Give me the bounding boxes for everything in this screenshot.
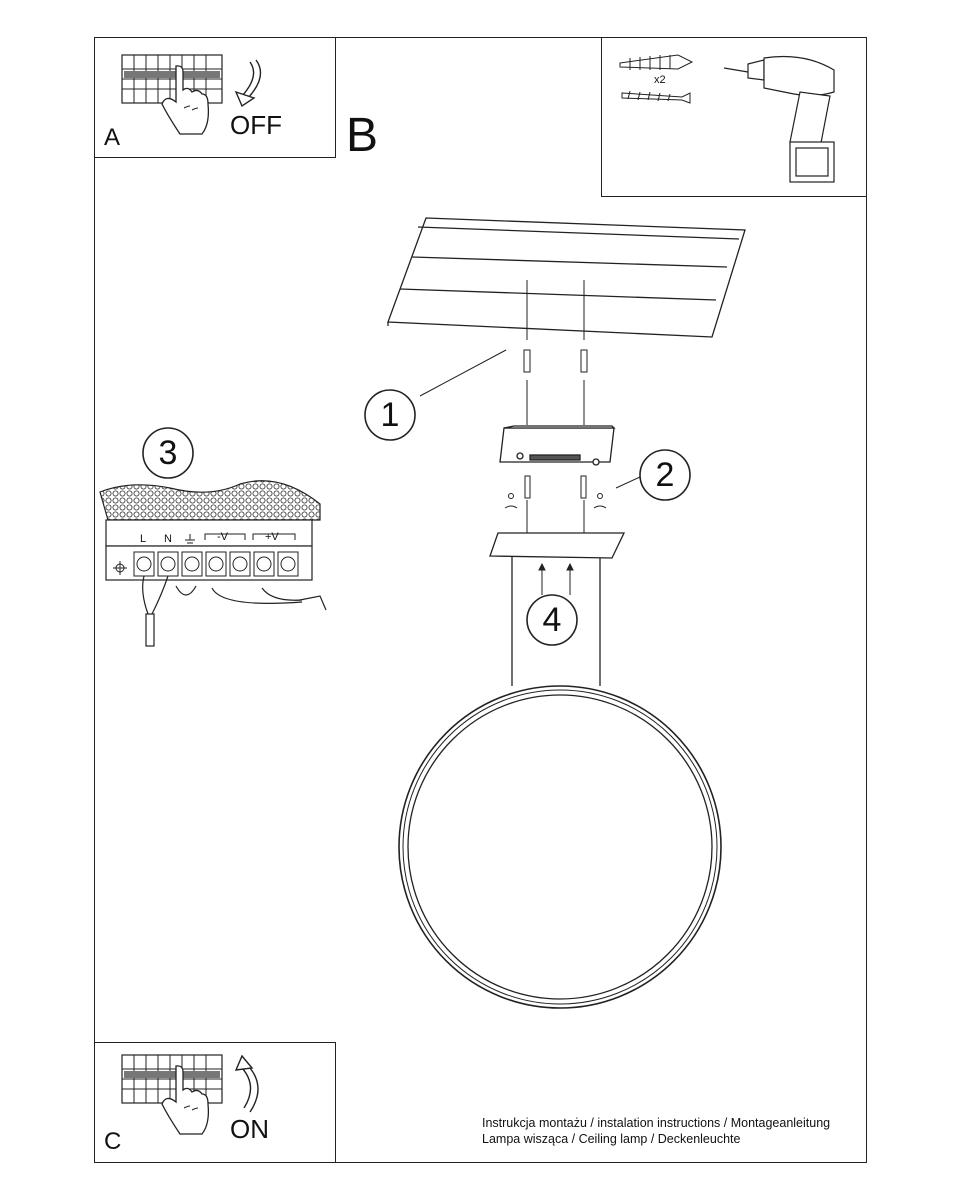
ring-lamp-shape	[399, 686, 721, 1008]
power-on-label: ON	[230, 1114, 269, 1144]
breaker-switch-icon	[122, 55, 222, 103]
breaker-switch-icon	[122, 1055, 222, 1103]
power-off-label: OFF	[230, 110, 282, 140]
panel-b-letter: B	[346, 109, 379, 162]
panel-c-letter: C	[104, 1128, 122, 1155]
terminal-label-n: N	[164, 533, 172, 545]
step-4-number: 4	[542, 601, 562, 639]
footer-title-line2: Lampa wisząca / Ceiling lamp / Deckenleuchte	[482, 1132, 741, 1146]
step-1-number: 1	[380, 396, 400, 434]
arrow-up-icon	[539, 564, 573, 595]
terminal-label-minus-v: -V	[217, 531, 228, 543]
terminal-label-l: L	[140, 533, 147, 545]
terminal-label-plus-v: +V	[265, 531, 279, 543]
drill-icon	[724, 57, 834, 183]
screw-quantity-label: x2	[654, 74, 666, 86]
leader-line-2	[616, 477, 640, 488]
step-3-number: 3	[158, 434, 178, 472]
arrow-up-icon	[236, 1056, 258, 1112]
footer-title-line1: Instrukcja montażu / instalation instructions / Montageanleitung	[482, 1116, 831, 1130]
panel-a-letter: A	[104, 124, 121, 151]
canopy-shape	[490, 533, 624, 558]
terminal-block-shape	[100, 481, 326, 646]
arrow-down-icon	[236, 60, 261, 106]
fixing-screws	[505, 476, 606, 535]
wall-plug-icon	[620, 55, 692, 70]
mounting-bracket-shape	[500, 426, 614, 465]
leader-line-1	[420, 350, 506, 396]
screw-icon	[622, 91, 690, 103]
ceiling-plate-shape	[388, 218, 745, 337]
step-2-number: 2	[655, 456, 675, 494]
